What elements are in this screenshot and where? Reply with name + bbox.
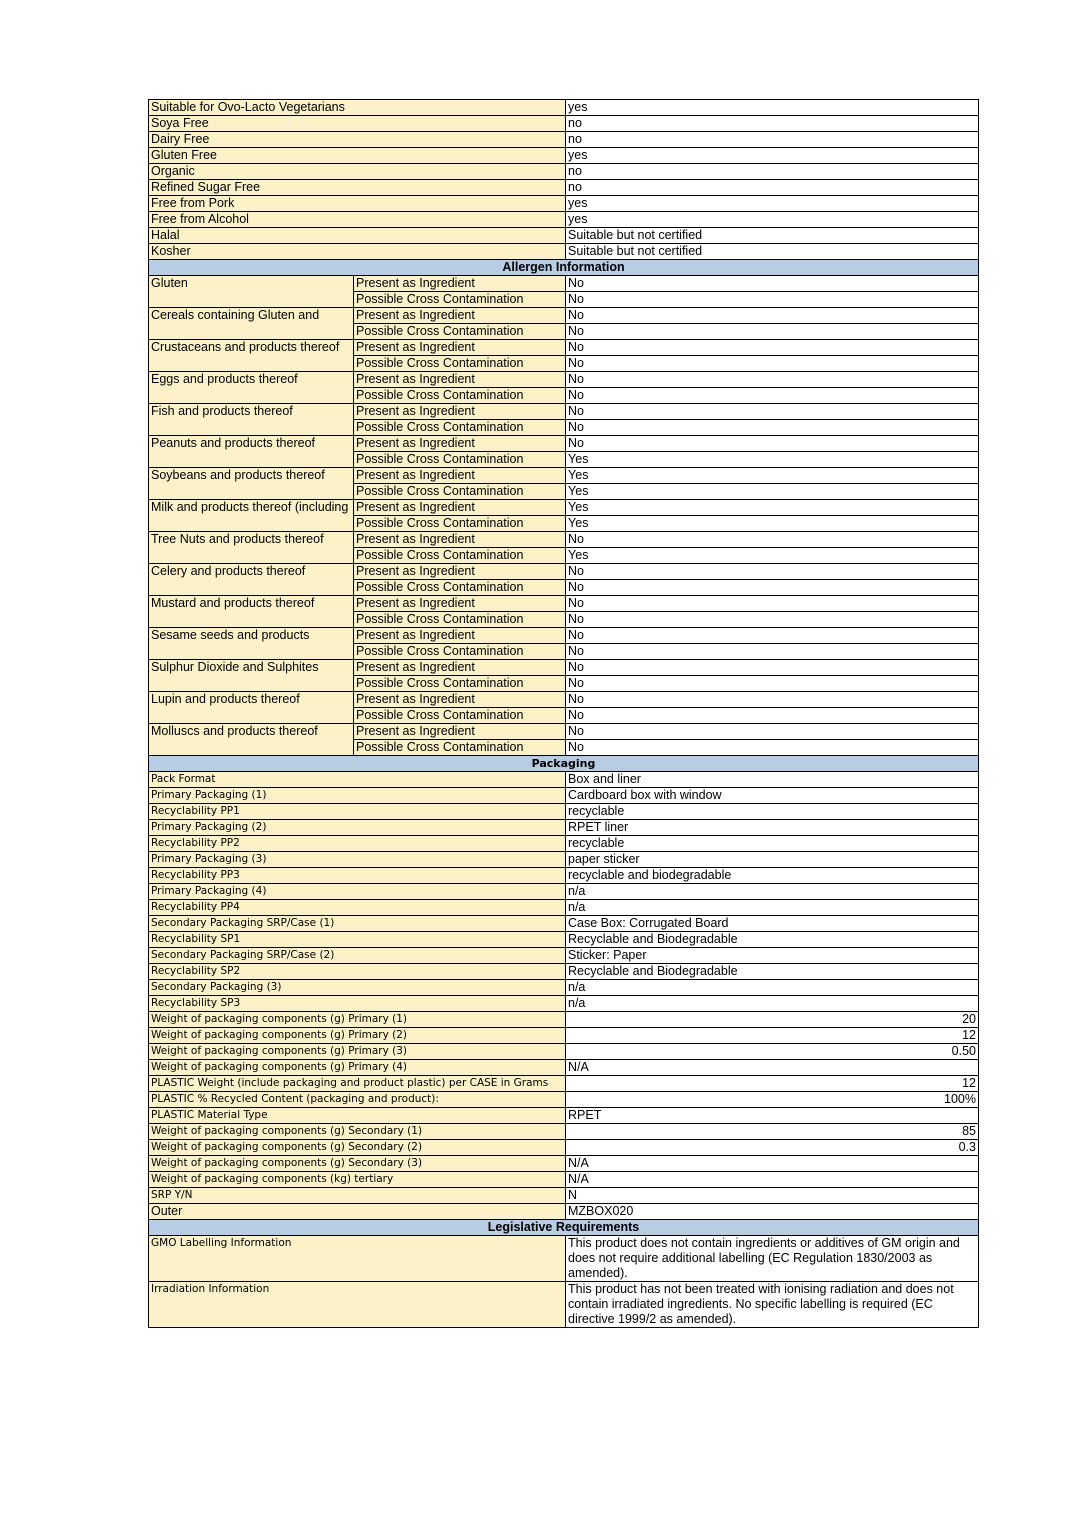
dietary-row	[149, 116, 979, 132]
allergen-present-value: No	[566, 404, 979, 420]
allergen-row	[149, 340, 979, 356]
packaging-row	[149, 916, 979, 932]
dietary-label: Halal	[149, 228, 566, 244]
packaging-value: Sticker: Paper	[566, 948, 979, 964]
packaging-label: Recyclability PP1	[149, 804, 566, 820]
allergen-type-cross: Possible Cross Contamination	[354, 324, 566, 340]
allergen-name: Peanuts and products thereof	[149, 436, 354, 468]
allergen-present-value: Yes	[566, 468, 979, 484]
legislative-row	[149, 1236, 979, 1282]
dietary-row	[149, 132, 979, 148]
dietary-value: no	[566, 116, 979, 132]
allergen-present-value: Yes	[566, 500, 979, 516]
packaging-label: Weight of packaging components (g) Primary (2)	[149, 1028, 566, 1044]
packaging-value: Case Box: Corrugated Board	[566, 916, 979, 932]
packaging-label: PLASTIC % Recycled Content (packaging and product):	[149, 1092, 566, 1108]
allergen-name: Fish and products thereof	[149, 404, 354, 436]
allergen-present-value: No	[566, 436, 979, 452]
section-header-row	[149, 1220, 979, 1236]
packaging-row	[149, 1092, 979, 1108]
allergen-type-present: Present as Ingredient	[354, 404, 566, 420]
allergen-present-value: No	[566, 564, 979, 580]
allergen-name: Sesame seeds and products	[149, 628, 354, 660]
section-header-row	[149, 260, 979, 276]
packaging-value: n/a	[566, 900, 979, 916]
allergen-type-cross: Possible Cross Contamination	[354, 388, 566, 404]
allergen-type-cross: Possible Cross Contamination	[354, 676, 566, 692]
packaging-label: PLASTIC Material Type	[149, 1108, 566, 1124]
allergen-present-value: No	[566, 660, 979, 676]
allergen-name: Gluten	[149, 276, 354, 308]
packaging-row	[149, 1012, 979, 1028]
allergen-present-value: No	[566, 308, 979, 324]
packaging-label: Recyclability SP1	[149, 932, 566, 948]
packaging-row	[149, 1156, 979, 1172]
packaging-row	[149, 1204, 979, 1220]
allergen-cross-value: Yes	[566, 516, 979, 532]
packaging-label: Primary Packaging (4)	[149, 884, 566, 900]
allergen-type-cross: Possible Cross Contamination	[354, 708, 566, 724]
dietary-value: yes	[566, 212, 979, 228]
allergen-name: Celery and products thereof	[149, 564, 354, 596]
packaging-label: Weight of packaging components (g) Secondary (3)	[149, 1156, 566, 1172]
allergen-row	[149, 500, 979, 516]
packaging-value: recyclable	[566, 804, 979, 820]
allergen-cross-value: No	[566, 388, 979, 404]
packaging-value: MZBOX020	[566, 1204, 979, 1220]
allergen-type-cross: Possible Cross Contamination	[354, 580, 566, 596]
allergen-row	[149, 436, 979, 452]
allergen-name: Molluscs and products thereof	[149, 724, 354, 756]
dietary-row	[149, 196, 979, 212]
dietary-value: no	[566, 164, 979, 180]
allergen-present-value: No	[566, 596, 979, 612]
spec-sheet-table	[148, 99, 979, 1328]
allergen-type-cross: Possible Cross Contamination	[354, 420, 566, 436]
packaging-label: Recyclability PP4	[149, 900, 566, 916]
allergen-cross-value: No	[566, 292, 979, 308]
allergen-type-cross: Possible Cross Contamination	[354, 644, 566, 660]
packaging-value: N/A	[566, 1060, 979, 1076]
allergen-type-present: Present as Ingredient	[354, 372, 566, 388]
packaging-label: SRP Y/N	[149, 1188, 566, 1204]
allergen-name: Tree Nuts and products thereof	[149, 532, 354, 564]
packaging-row	[149, 820, 979, 836]
packaging-value: 0.3	[566, 1140, 979, 1156]
allergen-type-present: Present as Ingredient	[354, 276, 566, 292]
allergen-type-cross: Possible Cross Contamination	[354, 484, 566, 500]
packaging-value: 12	[566, 1076, 979, 1092]
dietary-value: Suitable but not certified	[566, 244, 979, 260]
allergen-row	[149, 468, 979, 484]
packaging-value: Recyclable and Biodegradable	[566, 964, 979, 980]
packaging-row	[149, 804, 979, 820]
packaging-label: Secondary Packaging SRP/Case (2)	[149, 948, 566, 964]
packaging-label: Primary Packaging (1)	[149, 788, 566, 804]
allergen-type-cross: Possible Cross Contamination	[354, 740, 566, 756]
packaging-value: N	[566, 1188, 979, 1204]
packaging-value: 0.50	[566, 1044, 979, 1060]
packaging-label: Weight of packaging components (kg) tertiary	[149, 1172, 566, 1188]
dietary-row	[149, 212, 979, 228]
allergen-type-present: Present as Ingredient	[354, 436, 566, 452]
allergen-name: Mustard and products thereof	[149, 596, 354, 628]
packaging-value: N/A	[566, 1172, 979, 1188]
allergen-row	[149, 532, 979, 548]
allergen-cross-value: No	[566, 740, 979, 756]
allergen-cross-value: No	[566, 580, 979, 596]
allergen-row	[149, 660, 979, 676]
dietary-label: Gluten Free	[149, 148, 566, 164]
packaging-row	[149, 1140, 979, 1156]
allergen-row	[149, 724, 979, 740]
packaging-label: Weight of packaging components (g) Secondary (2)	[149, 1140, 566, 1156]
legislative-label: Irradiation Information	[149, 1282, 566, 1328]
packaging-label: Primary Packaging (2)	[149, 820, 566, 836]
allergen-row	[149, 404, 979, 420]
allergen-cross-value: No	[566, 420, 979, 436]
allergen-name: Crustaceans and products thereof	[149, 340, 354, 372]
legislative-section-header: Legislative Requirements	[149, 1220, 979, 1236]
packaging-value: Recyclable and Biodegradable	[566, 932, 979, 948]
packaging-row	[149, 996, 979, 1012]
dietary-label: Organic	[149, 164, 566, 180]
packaging-value: 100%	[566, 1092, 979, 1108]
allergen-type-present: Present as Ingredient	[354, 308, 566, 324]
dietary-row	[149, 244, 979, 260]
dietary-value: yes	[566, 196, 979, 212]
packaging-row	[149, 964, 979, 980]
legislative-label: GMO Labelling Information	[149, 1236, 566, 1282]
dietary-row	[149, 180, 979, 196]
packaging-row	[149, 932, 979, 948]
packaging-row	[149, 1028, 979, 1044]
allergen-row	[149, 372, 979, 388]
packaging-value: Box and liner	[566, 772, 979, 788]
packaging-value: n/a	[566, 980, 979, 996]
dietary-label: Refined Sugar Free	[149, 180, 566, 196]
packaging-row	[149, 1124, 979, 1140]
packaging-label: PLASTIC Weight (include packaging and product plastic) per CASE in Grams	[149, 1076, 566, 1092]
legislative-value: This product does not contain ingredients or additives of GM origin and does not require additional labelling (EC Regulation 1830/2003 as amended).	[566, 1236, 979, 1282]
allergen-type-present: Present as Ingredient	[354, 724, 566, 740]
dietary-value: yes	[566, 100, 979, 116]
packaging-row	[149, 1060, 979, 1076]
dietary-label: Soya Free	[149, 116, 566, 132]
allergen-type-present: Present as Ingredient	[354, 340, 566, 356]
packaging-row	[149, 1108, 979, 1124]
allergen-cross-value: Yes	[566, 452, 979, 468]
allergen-present-value: No	[566, 276, 979, 292]
packaging-section-header: Packaging	[149, 756, 979, 772]
packaging-label: Pack Format	[149, 772, 566, 788]
allergen-cross-value: Yes	[566, 548, 979, 564]
allergen-type-present: Present as Ingredient	[354, 468, 566, 484]
allergen-type-cross: Possible Cross Contamination	[354, 292, 566, 308]
packaging-label: Outer	[149, 1204, 566, 1220]
allergen-row	[149, 564, 979, 580]
allergen-type-cross: Possible Cross Contamination	[354, 452, 566, 468]
allergen-present-value: No	[566, 372, 979, 388]
allergen-section-header: Allergen Information	[149, 260, 979, 276]
packaging-row	[149, 788, 979, 804]
allergen-type-present: Present as Ingredient	[354, 500, 566, 516]
section-header-row	[149, 756, 979, 772]
allergen-present-value: No	[566, 692, 979, 708]
packaging-row	[149, 772, 979, 788]
packaging-row	[149, 852, 979, 868]
packaging-value: RPET liner	[566, 820, 979, 836]
packaging-label: Recyclability SP3	[149, 996, 566, 1012]
legislative-value: This product has not been treated with ionising radiation and does not contain irradiated ingredients. No specific labelling is required (EC directive 1999/2 as amended).	[566, 1282, 979, 1328]
dietary-row	[149, 228, 979, 244]
packaging-row	[149, 980, 979, 996]
dietary-value: no	[566, 132, 979, 148]
packaging-value: N/A	[566, 1156, 979, 1172]
packaging-value: Cardboard box with window	[566, 788, 979, 804]
allergen-name: Eggs and products thereof	[149, 372, 354, 404]
allergen-row	[149, 308, 979, 324]
allergen-type-present: Present as Ingredient	[354, 564, 566, 580]
dietary-label: Kosher	[149, 244, 566, 260]
packaging-value: 12	[566, 1028, 979, 1044]
allergen-cross-value: No	[566, 324, 979, 340]
spec-sheet-body	[149, 100, 979, 1328]
packaging-row	[149, 868, 979, 884]
allergen-type-cross: Possible Cross Contamination	[354, 356, 566, 372]
dietary-value: yes	[566, 148, 979, 164]
allergen-present-value: No	[566, 532, 979, 548]
allergen-type-present: Present as Ingredient	[354, 596, 566, 612]
packaging-value: 20	[566, 1012, 979, 1028]
allergen-name: Soybeans and products thereof	[149, 468, 354, 500]
allergen-present-value: No	[566, 628, 979, 644]
allergen-present-value: No	[566, 340, 979, 356]
dietary-label: Suitable for Ovo-Lacto Vegetarians	[149, 100, 566, 116]
allergen-row	[149, 596, 979, 612]
packaging-value: 85	[566, 1124, 979, 1140]
packaging-row	[149, 1188, 979, 1204]
allergen-row	[149, 276, 979, 292]
packaging-label: Secondary Packaging SRP/Case (1)	[149, 916, 566, 932]
allergen-present-value: No	[566, 724, 979, 740]
allergen-row	[149, 628, 979, 644]
dietary-row	[149, 100, 979, 116]
allergen-type-present: Present as Ingredient	[354, 532, 566, 548]
allergen-type-present: Present as Ingredient	[354, 628, 566, 644]
packaging-value: n/a	[566, 996, 979, 1012]
allergen-name: Sulphur Dioxide and Sulphites	[149, 660, 354, 692]
allergen-row	[149, 692, 979, 708]
allergen-type-present: Present as Ingredient	[354, 660, 566, 676]
allergen-name: Cereals containing Gluten and	[149, 308, 354, 340]
dietary-value: no	[566, 180, 979, 196]
dietary-row	[149, 164, 979, 180]
packaging-value: n/a	[566, 884, 979, 900]
allergen-cross-value: No	[566, 676, 979, 692]
packaging-label: Primary Packaging (3)	[149, 852, 566, 868]
legislative-row	[149, 1282, 979, 1328]
packaging-label: Weight of packaging components (g) Primary (3)	[149, 1044, 566, 1060]
allergen-type-cross: Possible Cross Contamination	[354, 612, 566, 628]
packaging-row	[149, 948, 979, 964]
allergen-cross-value: Yes	[566, 484, 979, 500]
allergen-cross-value: No	[566, 356, 979, 372]
packaging-label: Secondary Packaging (3)	[149, 980, 566, 996]
dietary-label: Free from Pork	[149, 196, 566, 212]
dietary-row	[149, 148, 979, 164]
packaging-value: paper sticker	[566, 852, 979, 868]
packaging-row	[149, 1076, 979, 1092]
allergen-cross-value: No	[566, 612, 979, 628]
packaging-label: Weight of packaging components (g) Primary (1)	[149, 1012, 566, 1028]
packaging-value: recyclable and biodegradable	[566, 868, 979, 884]
packaging-label: Recyclability PP3	[149, 868, 566, 884]
packaging-value: RPET	[566, 1108, 979, 1124]
packaging-row	[149, 1044, 979, 1060]
dietary-value: Suitable but not certified	[566, 228, 979, 244]
packaging-row	[149, 900, 979, 916]
packaging-row	[149, 836, 979, 852]
dietary-label: Dairy Free	[149, 132, 566, 148]
allergen-name: Lupin and products thereof	[149, 692, 354, 724]
packaging-row	[149, 1172, 979, 1188]
allergen-type-present: Present as Ingredient	[354, 692, 566, 708]
packaging-label: Recyclability SP2	[149, 964, 566, 980]
allergen-cross-value: No	[566, 708, 979, 724]
packaging-label: Weight of packaging components (g) Primary (4)	[149, 1060, 566, 1076]
dietary-label: Free from Alcohol	[149, 212, 566, 228]
allergen-name: Milk and products thereof (including	[149, 500, 354, 532]
packaging-row	[149, 884, 979, 900]
packaging-label: Weight of packaging components (g) Secondary (1)	[149, 1124, 566, 1140]
packaging-label: Recyclability PP2	[149, 836, 566, 852]
packaging-value: recyclable	[566, 836, 979, 852]
allergen-type-cross: Possible Cross Contamination	[354, 548, 566, 564]
allergen-cross-value: No	[566, 644, 979, 660]
allergen-type-cross: Possible Cross Contamination	[354, 516, 566, 532]
